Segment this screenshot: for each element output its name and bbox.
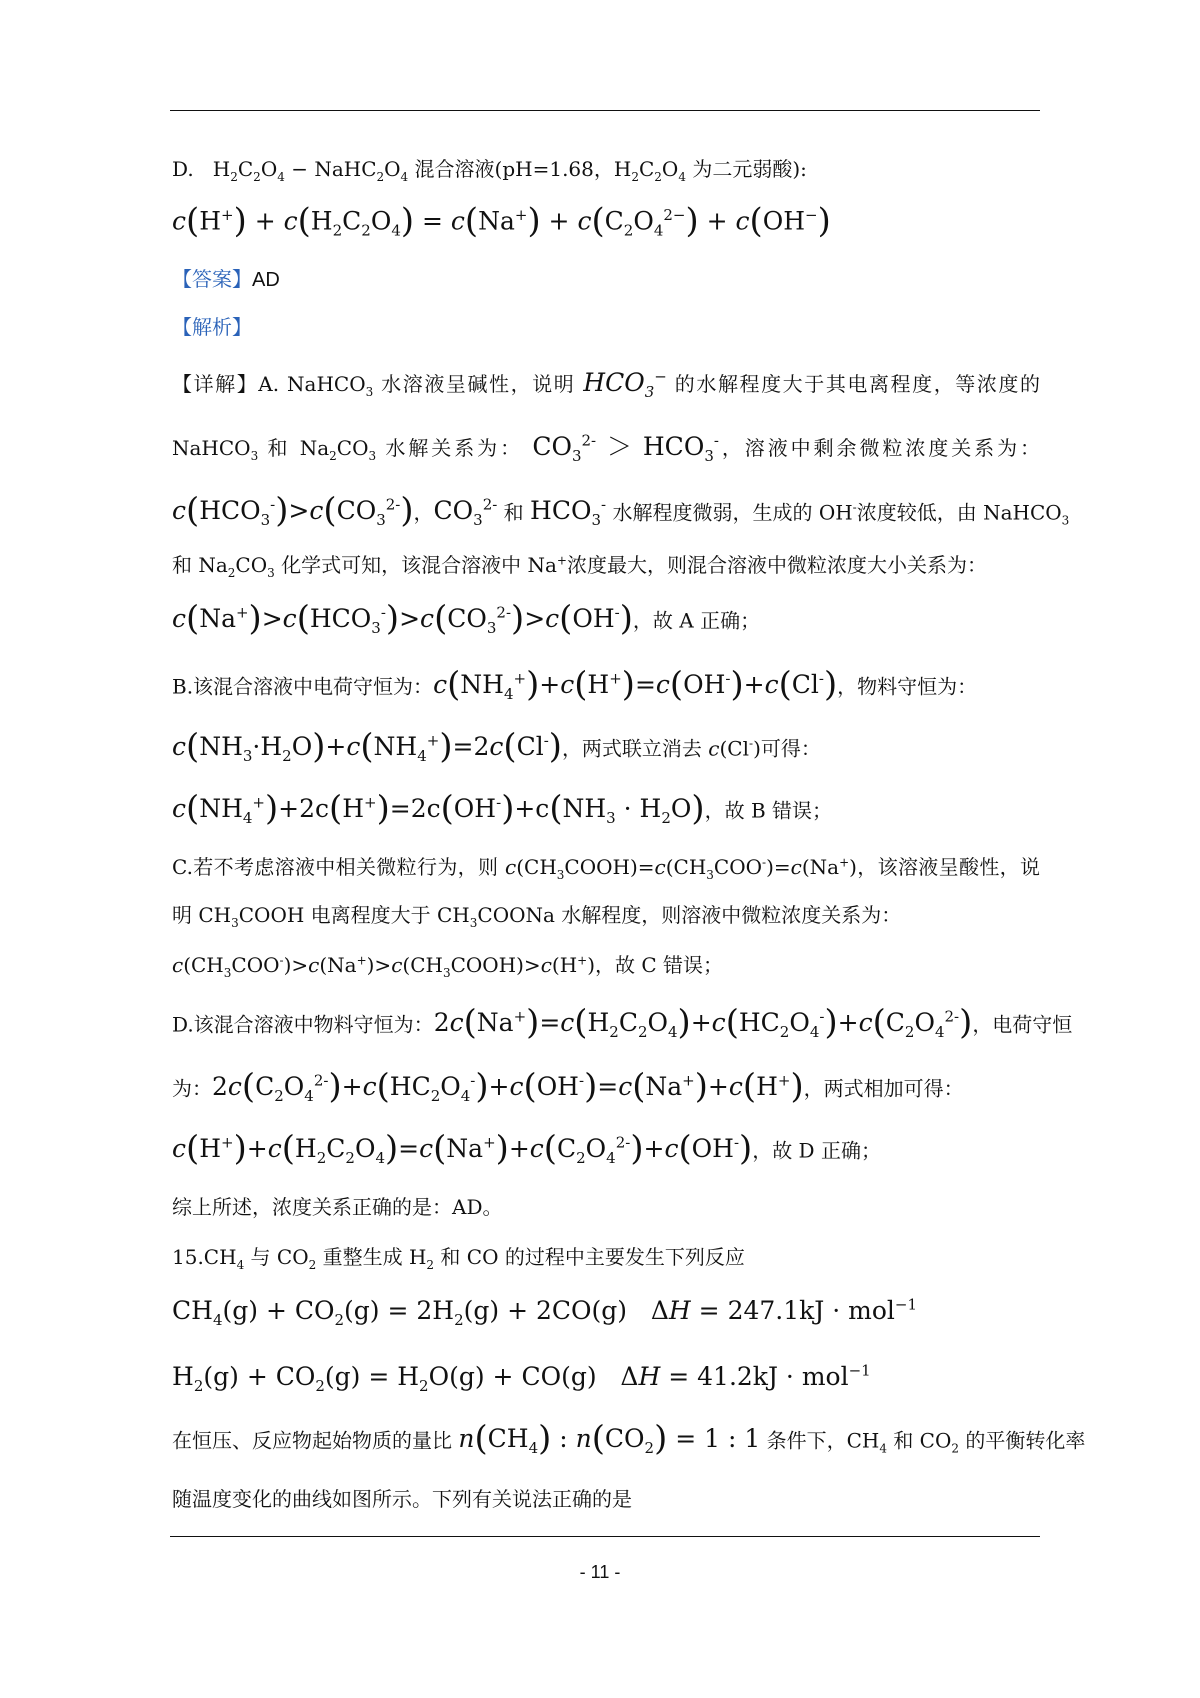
detail-c-line-3: $c(CH_3COO^-)>c(Na^+)>c(CH_3COOH)>c(H^+)$，故 C 错误； bbox=[172, 953, 724, 980]
detail-a-line-5: $c(Na^+)>c(HCO_3^-)>c(CO_3^{2-})>c(OH^-)$，故 A 正确； bbox=[172, 599, 761, 638]
q15-condition-2: 随温度变化的曲线如图所示。下列有关说法正确的是 bbox=[172, 1487, 632, 1511]
detail-d-line-1: D.该混合溶液中物料守恒为：$2c(Na^+)=c(H_2C_2O_4)+c(HC_2O_4^-)+c(C_2O_4^{2-})$，电荷守恒 bbox=[172, 1003, 1073, 1042]
option-d-equation: $c(H^+) + c(H_2C_2O_4) = c(Na^+) + c(C_2O_4^{2-}) + c(OH^-)$ bbox=[172, 201, 831, 240]
detail-b-line-1: B.该混合溶液中电荷守恒为：$c(NH_4^+)+c(H^+)=c(OH^-)+c(Cl^-)$，物料守恒为： bbox=[172, 665, 978, 704]
page-number: - 11 - bbox=[579, 1562, 621, 1582]
analysis-label: 【解析】 bbox=[172, 315, 252, 339]
detail-a-line-2: NaHCO$_3$ 和 $Na_2CO_3$ 水解关系为： $CO_3^{2-} > HCO_3^-$，溶液中剩余微粒浓度关系为： bbox=[172, 431, 1040, 465]
q15-intro: $15.CH_4$ 与 $CO_2$ 重整生成 $H_2$ 和 CO 的过程中主要发生下列反应 bbox=[172, 1245, 745, 1272]
detail-a-line-3: $c(HCO_3^-)>c(CO_3^{2-})$，$CO_3^{2-}$ 和 $HCO_3^-$ 水解程度微弱，生成的 OH-浓度较低，由 NaHCO$_3$ bbox=[172, 491, 1070, 530]
detail-summary: 综上所述，浓度关系正确的是：AD。 bbox=[172, 1195, 503, 1219]
detail-c-line-1: C.若不考虑溶液中相关微粒行为，则 $c(CH_3COOH)=c(CH_3COO^-)=c(Na^+)$，该溶液呈酸性，说 bbox=[172, 855, 1040, 882]
answer-label: 【答案】 bbox=[172, 267, 252, 291]
detail-c-line-2: 明 $CH_3COOH$ 电离程度大于 $CH_3COONa$ 水解程度，则溶液中微粒浓度关系为： bbox=[172, 903, 902, 930]
detail-a-line-4: 和 $Na_2CO_3$ 化学式可知，该混合溶液中 Na+浓度最大，则混合溶液中微粒浓度大小关系为： bbox=[172, 553, 987, 580]
q15-reaction-2: $H_2(g) + CO_2(g) = H_2O(g) + CO(g) \Delta H = 41.2kJ \cdot mol^{-1}$ bbox=[172, 1361, 871, 1395]
detail-a-line-1: 【详解】A. NaHCO$_3$ 水溶液呈碱性，说明 $HCO_3^-$ 的水解程度大于其电离程度，等浓度的 bbox=[172, 367, 1040, 401]
q15-condition-1: 在恒压、反应物起始物质的量比 $n(CH_4)$ : $n(CO_2) = 1$ : 1 条件下，$CH_4$ 和 $CO_2$ 的平衡转化率 bbox=[172, 1419, 1086, 1458]
detail-d-line-2: 为：$2c(C_2O_4^{2-})+c(HC_2O_4^-)+c(OH^-)=c(Na^+)+c(H^+)$，两式相加可得： bbox=[172, 1067, 964, 1106]
detail-d-line-3: $c(H^+)+c(H_2C_2O_4)=c(Na^+)+c(C_2O_4^{2-})+c(OH^-)$，故 D 正确； bbox=[172, 1129, 881, 1168]
option-d-label: D. bbox=[172, 157, 194, 181]
option-d-prefix: $H_2C_2O_4$ − $NaHC_2O_4$ 混合溶液(pH=1.68，$H_2C_2O_4$ 为二元弱酸): bbox=[212, 157, 807, 184]
q15-reaction-1: $CH_4(g) + CO_2(g) = 2H_2(g) + 2CO(g) \Delta H = 247.1kJ \cdot mol^{-1}$ bbox=[172, 1295, 918, 1329]
detail-b-line-2: $c(NH_3\cdot H_2O)+c(NH_4^+)=2c(Cl^-)$，两式联立消去 c(Cl-)可得： bbox=[172, 727, 821, 766]
header-rule bbox=[170, 110, 1040, 111]
detail-b-line-3: $c(NH_4^+)+2c(H^+)=2c(OH^-)+c(NH_3 \cdot H_2O)$，故 B 错误； bbox=[172, 789, 833, 828]
analysis-label-line bbox=[172, 312, 252, 342]
answer-value: AD bbox=[252, 269, 280, 291]
answer-line bbox=[172, 264, 280, 295]
footer-rule bbox=[170, 1536, 1040, 1537]
option-d bbox=[172, 154, 807, 184]
